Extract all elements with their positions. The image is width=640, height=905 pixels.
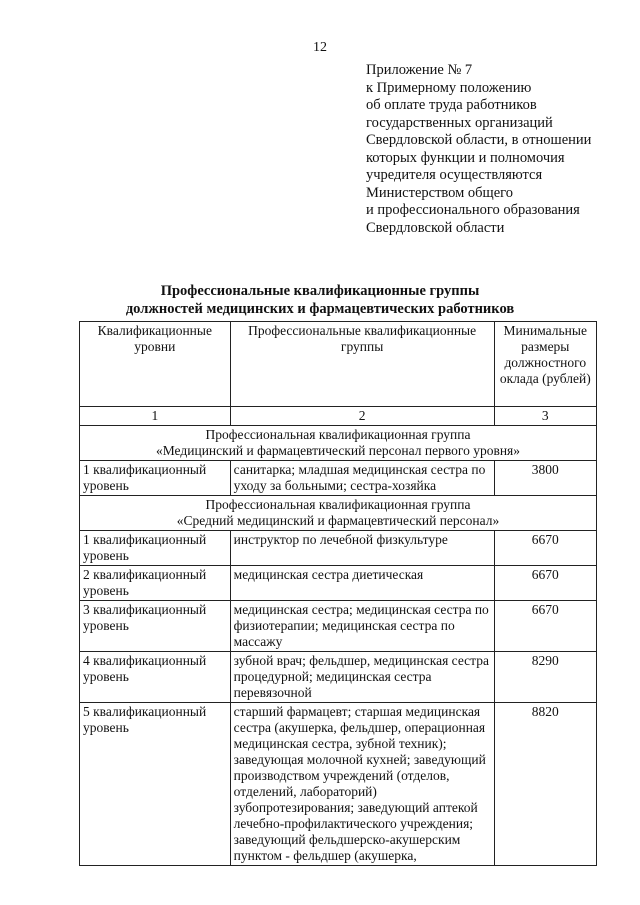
level-cell: 1 квалификационный уровень <box>80 461 231 496</box>
appendix-line: об оплате труда работников <box>366 97 537 113</box>
title-line: Профессиональные квалификационные группы <box>160 283 480 299</box>
appendix-line: государственных организаций <box>366 114 553 131</box>
column-number: 2 <box>230 407 494 426</box>
positions-cell: старший фармацевт; старшая медицинская сестра (акушерка, фельдшер, операционная медицинская сестра, зубной техник); заведующая молочной кухней; заведующий производством учреждений (отделов, отделений, лабораторий) зубопротезирования; заведующий аптекой лечебно-профилактического учреждения; заведующий фельдшерско-акушерским пунктом - фельдшер (акушерка, <box>230 703 494 866</box>
appendix-line: и профессионального образования <box>366 202 580 218</box>
salary-cell: 8820 <box>494 703 596 866</box>
salary-cell: 8290 <box>494 652 596 703</box>
positions-cell: инструктор по лечебной физкультуре <box>230 531 494 566</box>
header-groups: Профессиональные квалификационные группы <box>230 322 494 407</box>
table-row <box>80 601 597 652</box>
group-title: Профессиональная квалификационная группа <box>205 427 471 442</box>
appendix-line: Свердловской области, в отношении <box>366 132 592 148</box>
document-title <box>0 283 640 318</box>
group-heading-row <box>80 496 597 531</box>
appendix-line: Свердловской области <box>366 219 505 236</box>
group-subtitle: «Средний медицинский и фармацевтический персонал» <box>176 513 500 528</box>
appendix-line: которых функции и полномочия <box>366 149 565 166</box>
table-row <box>80 703 597 866</box>
appendix-line: к Примерному положению <box>366 79 532 96</box>
appendix-note <box>366 62 591 237</box>
salary-cell: 6670 <box>494 531 596 566</box>
column-number: 1 <box>80 407 231 426</box>
header-levels: Квалификационные уровни <box>80 322 231 407</box>
column-number: 3 <box>494 407 596 426</box>
level-cell: 5 квалификационный уровень <box>80 703 231 866</box>
page-number: 12 <box>313 40 327 55</box>
positions-cell: зубной врач; фельдшер, медицинская сестра процедурной; медицинская сестра перевязочной <box>230 652 494 703</box>
table-header-row <box>80 322 597 407</box>
salary-cell: 6670 <box>494 566 596 601</box>
group-heading <box>80 426 597 461</box>
appendix-line: Приложение № 7 <box>366 62 473 78</box>
appendix-line: Министерством общего <box>366 184 513 201</box>
table-row <box>80 531 597 566</box>
title-line: должностей медицинских и фармацевтических работников <box>125 300 515 317</box>
table-row <box>80 461 597 496</box>
group-subtitle: «Медицинский и фармацевтический персонал первого уровня» <box>155 443 521 458</box>
positions-cell: медицинская сестра диетическая <box>230 566 494 601</box>
level-cell: 3 квалификационный уровень <box>80 601 231 652</box>
table-row <box>80 566 597 601</box>
group-heading-row <box>80 426 597 461</box>
salary-cell: 3800 <box>494 461 596 496</box>
table-row <box>80 652 597 703</box>
salary-cell: 6670 <box>494 601 596 652</box>
group-heading <box>80 496 597 531</box>
level-cell: 4 квалификационный уровень <box>80 652 231 703</box>
positions-cell: медицинская сестра; медицинская сестра по физиотерапии; медицинская сестра по массажу <box>230 601 494 652</box>
positions-cell: санитарка; младшая медицинская сестра по уходу за больными; сестра-хозяйка <box>230 461 494 496</box>
appendix-line: учредителя осуществляются <box>366 167 543 183</box>
group-title: Профессиональная квалификационная группа <box>205 497 471 512</box>
qualification-table <box>79 321 597 866</box>
column-number-row <box>80 407 597 426</box>
level-cell: 2 квалификационный уровень <box>80 566 231 601</box>
header-salary: Минимальные размеры должностного оклада (рублей) <box>494 322 596 407</box>
level-cell: 1 квалификационный уровень <box>80 531 231 566</box>
